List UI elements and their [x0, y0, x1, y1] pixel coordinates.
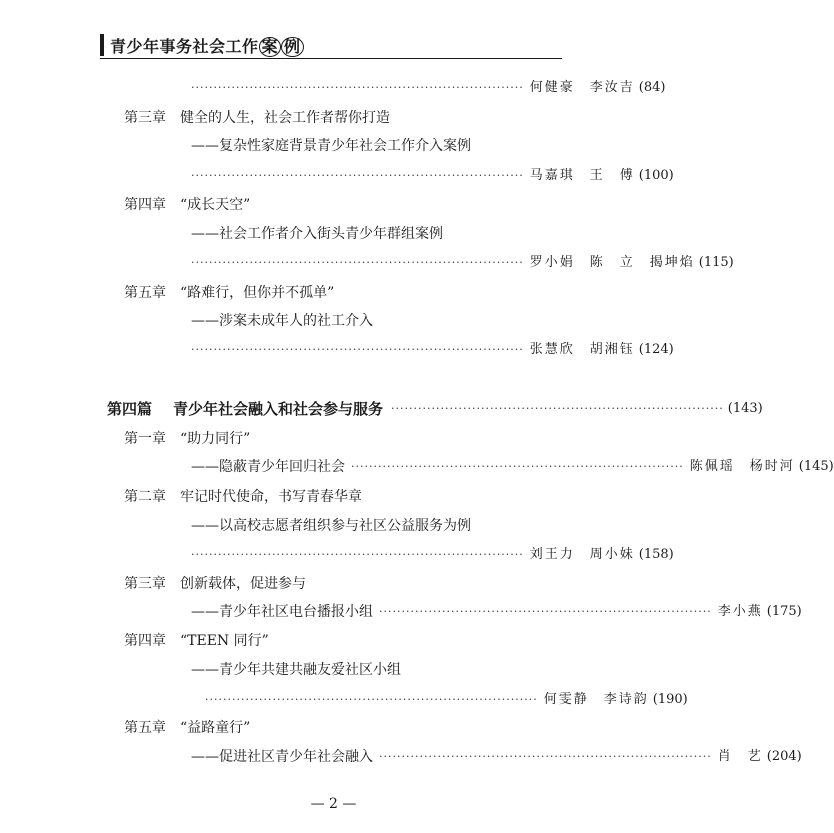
toc-entry-1	[0, 106, 667, 130]
page-number: (143)	[727, 401, 763, 416]
subtitle: ——以高校志愿者组织参与社区公益服务为例	[191, 518, 471, 534]
page-number: (175)	[766, 604, 802, 619]
page-number: (145)	[798, 459, 834, 474]
page-folio: — 2 —	[310, 796, 357, 812]
chapter-number: 第五章	[124, 285, 166, 301]
authors: 马嘉琪 王 傅	[529, 168, 635, 183]
toc-entry-9	[0, 338, 674, 362]
toc-entry-4	[0, 193, 667, 217]
chapter-number: 第四章	[124, 633, 166, 649]
toc-entry-6	[0, 251, 734, 275]
title-boxed-char-2: 例	[281, 37, 304, 57]
toc-entry-5	[0, 222, 667, 246]
leader-dots: ··········································································	[191, 343, 524, 356]
title-boxed-char-1: 案	[259, 37, 282, 57]
part-title: 青少年社会融入和社会参与服务	[173, 400, 384, 418]
subtitle: ——隐蔽青少年回归社会	[191, 459, 345, 475]
toc-entry-15	[0, 543, 674, 567]
authors: 张慧欣 胡湘钰	[529, 342, 635, 357]
chapter-title: “路难行，但你并不孤单”	[180, 285, 335, 301]
chapter-title: “助力同行”	[180, 431, 251, 447]
leader-dots: ··········································································	[379, 605, 712, 618]
authors: 何健豪 李汝吉	[529, 80, 635, 95]
book-title: 青少年事务社会工作 案 例	[110, 34, 304, 57]
chapter-title: “益路童行”	[180, 720, 251, 736]
toc-entry-11	[0, 427, 667, 451]
subtitle: ——促进社区青少年社会融入	[191, 749, 373, 765]
part-number: 第四篇	[107, 400, 153, 418]
subtitle: ——复杂性家庭背景青少年社会工作介入案例	[191, 138, 471, 154]
subtitle: ——社会工作者介入街头青少年群组案例	[191, 226, 443, 242]
authors: 何雯静 李诗韵	[543, 692, 649, 707]
leader-dots: ··········································································	[379, 750, 712, 763]
authors: 罗小娟 陈 立 揭坤焰	[529, 255, 695, 270]
toc-entry-14	[0, 514, 667, 538]
toc-entry-0	[0, 76, 667, 100]
toc-entry-3	[0, 164, 674, 188]
page-number: (84)	[638, 80, 666, 95]
authors: 肖 艺	[717, 749, 763, 764]
chapter-number: 第五章	[124, 720, 166, 736]
leader-dots: ··········································································	[205, 693, 538, 706]
header-bar	[100, 34, 104, 56]
authors: 陈佩瑶 杨时河	[689, 459, 795, 474]
chapter-title: 健全的人生，社会工作者帮你打造	[180, 110, 390, 126]
toc-entry-20	[0, 688, 688, 712]
toc-entry-16	[0, 572, 667, 596]
chapter-number: 第一章	[124, 431, 166, 447]
authors: 刘王力 周小妹	[529, 547, 635, 562]
leader-dots: ··········································································	[351, 460, 684, 473]
chapter-number: 第三章	[124, 110, 166, 126]
page-number: (204)	[766, 749, 802, 764]
subtitle: ——涉案未成年人的社工介入	[191, 313, 373, 329]
toc-entry-12	[0, 455, 834, 479]
page-number: (100)	[638, 168, 674, 183]
chapter-title: “成长天空”	[180, 197, 251, 213]
toc-entry-22	[0, 745, 802, 769]
subtitle: ——青少年共建共融友爱社区小组	[191, 662, 401, 678]
toc-entry-8	[0, 309, 667, 333]
page-number: (158)	[638, 547, 674, 562]
toc-entry-18	[0, 629, 667, 653]
chapter-number: 第三章	[124, 576, 166, 592]
toc-entry-7	[0, 281, 667, 305]
chapter-title: 牢记时代使命，书写青春华章	[180, 489, 362, 505]
leader-dots: ··········································································	[191, 548, 524, 561]
leader-dots: ··········································································	[191, 256, 524, 269]
subtitle: ——青少年社区电台播报小组	[191, 604, 373, 620]
part-heading	[107, 397, 383, 421]
header-rule	[100, 58, 562, 59]
authors: 李小燕	[717, 604, 763, 619]
chapter-title: 创新载体，促进参与	[180, 576, 306, 592]
toc-entry-21	[0, 716, 667, 740]
toc-entry-17	[0, 600, 802, 624]
toc-entry-10	[0, 397, 763, 421]
chapter-number: 第四章	[124, 197, 166, 213]
chapter-title: “TEEN 同行”	[180, 633, 269, 649]
toc-entry-2	[0, 134, 667, 158]
page-number: (124)	[638, 342, 674, 357]
leader-dots: ··········································································	[191, 169, 524, 182]
running-header	[100, 30, 320, 60]
toc-entry-19	[0, 658, 667, 682]
leader-dots: ··········································································	[191, 81, 524, 94]
leader-dots: ··········································································	[391, 402, 724, 415]
page-number: (115)	[698, 255, 734, 270]
chapter-number: 第二章	[124, 489, 166, 505]
page-number: (190)	[652, 692, 688, 707]
toc-entry-13	[0, 485, 667, 509]
